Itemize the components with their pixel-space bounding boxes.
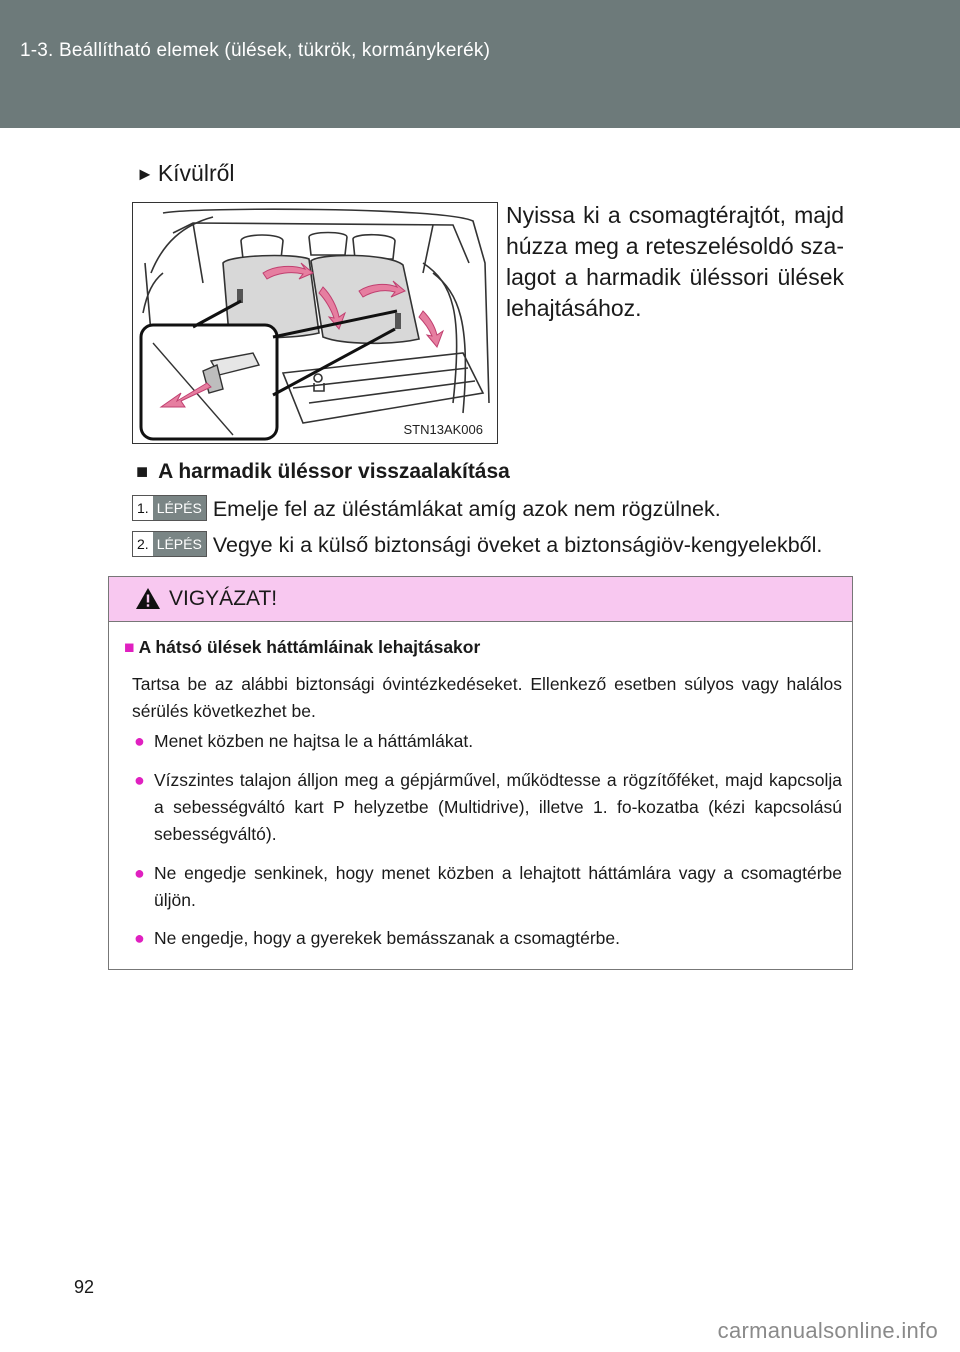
warning-subtitle [124, 637, 480, 658]
illustration [132, 202, 498, 444]
step-number: 2. [133, 532, 153, 556]
subsection-heading [136, 160, 235, 187]
warning-item [134, 860, 842, 914]
warning-triangle-icon [135, 587, 161, 610]
square-marker-icon: ■ [136, 461, 149, 483]
warning-header [109, 577, 852, 622]
section-title: A harmadik üléssor visszaalakítása [158, 460, 510, 483]
bullet-icon: ● [134, 770, 145, 790]
step-text: Emelje fel az üléstámlákat amíg azok nem rögzülnek. [212, 497, 721, 521]
chapter-title: 1-3. Beállítható elemek (ülések, tükrök, kormánykerék) [20, 40, 491, 61]
warning-item [134, 925, 842, 952]
warning-item-text: Vízszintes talajon álljon meg a gépjárművel, működtesse a rögzítőféket, majd kapcsolja a sebességváltó kart P helyzetbe (Multidrive), illetve 1. fo-kozatba (kézi kapcsolású sebességváltó). [154, 770, 842, 844]
warning-item-text: Ne engedje, hogy a gyerekek bemásszanak a csomagtérbe. [154, 928, 620, 948]
watermark: carmanualsonline.info [717, 1318, 938, 1343]
square-marker-icon: ■ [124, 637, 135, 657]
instruction-text: Nyissa ki a csomagtérajtót, majd húzza meg a reteszelésoldó sza-lagot a harmadik üléssori ülések lehajtásához. [506, 202, 844, 321]
section-heading [136, 460, 510, 484]
step-2 [132, 533, 822, 559]
warning-box [108, 576, 853, 970]
warning-item-text: Menet közben ne hajtsa le a háttámlákat. [154, 731, 474, 751]
subsection-title: Kívülről [157, 160, 235, 186]
step-badge [132, 531, 207, 557]
step-badge [132, 495, 207, 521]
warning-intro: Tartsa be az alábbi biztonsági óvintézkedéseket. Ellenkező esetben súlyos vagy halálos sérülés következhet be. [132, 674, 842, 721]
page-header [0, 0, 960, 128]
figure-code: STN13AK006 [403, 422, 483, 437]
warning-item [134, 728, 842, 755]
step-1 [132, 497, 721, 523]
step-label: LÉPÉS [153, 532, 206, 556]
triangle-marker-icon: ► [136, 164, 154, 184]
warning-subtitle-text: A hátsó ülések háttámláinak lehajtásakor [138, 637, 481, 657]
cargo-seat-illustration [133, 203, 497, 443]
step-number: 1. [133, 496, 153, 520]
bullet-icon: ● [134, 731, 145, 751]
bullet-icon: ● [134, 863, 145, 883]
warning-item-text: Ne engedje senkinek, hogy menet közben a lehajtott háttámlára vagy a csomagtérbe üljön. [154, 863, 842, 910]
step-label: LÉPÉS [153, 496, 206, 520]
warning-item [134, 767, 842, 848]
bullet-icon: ● [134, 928, 145, 948]
step-text: Vegye ki a külső biztonsági öveket a biztonságiöv-kengyelekből. [212, 533, 823, 557]
page-number: 92 [74, 1277, 95, 1297]
warning-title: VIGYÁZAT! [169, 587, 278, 610]
